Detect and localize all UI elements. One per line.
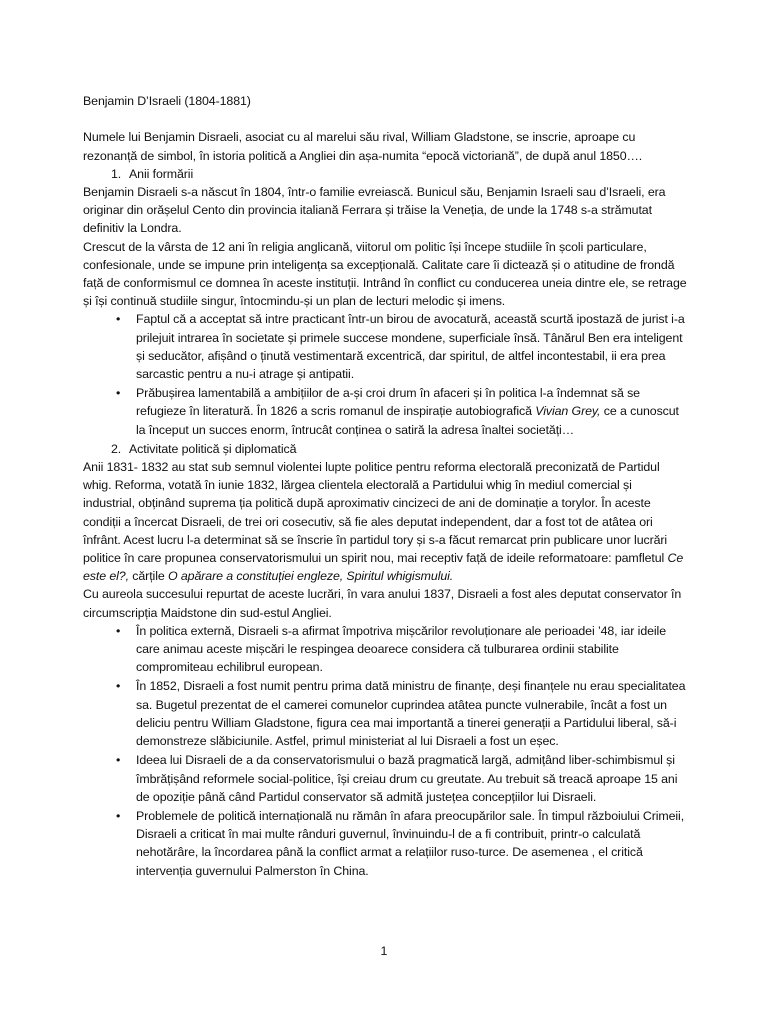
- section2-paragraph-1: [83, 458, 687, 585]
- intro-paragraph: Numele lui Benjamin Disraeli, asociat cu al marelui său rival, William Gladstone, se inscrie, aproape cu rezonanță de simbol, în istoria politică a Angliei din așa-numita “epocă victoriană”, de după anul 1850….: [83, 130, 643, 163]
- section2-bullet-list: [83, 622, 687, 880]
- section-heading-1: [83, 165, 687, 183]
- bullet-icon: •: [116, 679, 121, 694]
- list-item-text: Problemele de politică internațională nu rămân în afara preocupărilor sale. În timpul războiului Crimeii, Disraeli a criticat în mai multe rânduri guvernul, învinuindu-l de a fi contribuit, printr-o calculată nehotărâre, la încordarea până la conflict armat a relațiilor ruso-turce. De asemenea , el critică intervenția guvernului Palmerston în China.: [136, 808, 685, 878]
- books-title-italic: O apărare a constituției engleze, Spiritul whigismului.: [168, 569, 454, 584]
- page-number: 1: [380, 944, 388, 958]
- document-title: Benjamin D’Israeli (1804-1881): [83, 94, 251, 108]
- pamphlet-title-italic: Ce este el?,: [83, 551, 684, 584]
- section1-bullet-list: [83, 310, 687, 438]
- list-item-text: Prăbușirea lamentabilă a ambițiilor de a-și croi drum în afaceri și în politica l-a îndemnat să se refugieze în literatură. În 1826 a scris romanul de inspirație autobiografică: [136, 386, 640, 419]
- section-heading-text: Anii formării: [129, 166, 194, 181]
- section1-paragraph-1: Benjamin Disraeli s-a născut în 1804, într-o familie evreiască. Bunicul său, Benjamin Israeli sau d’Israeli, era originar din orășelul Cento din provincia italiană Ferrara și trăise la Veneția, de unde la 1748 s-a strămutat definitiv la Londra.: [83, 185, 666, 236]
- bullet-icon: •: [116, 312, 121, 327]
- list-item-text: În 1852, Disraeli a fost numit pentru prima dată ministru de finanțe, deși finanțele nu erau specialitatea sa. Bugetul prezentat de el camerei comunelor cuprindea atâtea puncte vulnerabile, încât a fost un deliciu pentru William Gladstone, figura cea mai importantă a tinerei generații a Partidului liberal, să-i demonstreze slăbiciunile. Astfel, primul ministeriat al lui Disraeli a fost un eșec.: [136, 679, 686, 749]
- list-item-text: ce a cunoscut la început un succes enorm, întrucât conținea o satiră la adresa înaltei societăți…: [136, 404, 679, 437]
- section-number: 2.: [111, 441, 122, 456]
- section-heading-2: [83, 440, 687, 458]
- list-item: [83, 622, 687, 677]
- list-item: [83, 807, 687, 880]
- bullet-icon: •: [116, 753, 121, 768]
- list-item: [83, 310, 687, 383]
- list-item: [83, 751, 687, 806]
- bullet-icon: •: [116, 808, 121, 823]
- list-item-text: Faptul că a acceptat să intre practicant într-un birou de avocatură, această scurtă ipostază de jurist i-a prilejuit intrarea în societate și primele succese mondene, superficiale însă. Tânărul Ben era inteligent și seducător, afișând o ținută vestimentară excentrică, dar spiritul, de altfel incontestabil, ii era prea sarcastic pentru a nu-i atrage și antipatii.: [136, 312, 685, 382]
- document-page: [83, 92, 687, 881]
- list-item-text: În politica externă, Disraeli s-a afirmat împotriva mișcărilor revoluționare ale perioadei ’48, iar ideile care animau aceste mișcări le respingea deoarece considera că tulburarea ordinii stabilite compromiteau echilibrul european.: [136, 623, 667, 675]
- section2-paragraph-2: Cu aureola succesului repurtat de aceste lucrări, în vara anului 1837, Disraeli a fost ales deputat conservator în circumscripția Maidstone din sud-estul Angliei.: [83, 587, 682, 620]
- list-item: [83, 384, 687, 439]
- section1-paragraph-2: Crescut de la vârsta de 12 ani în religia anglicană, viitorul om politic își începe studiile în școli particulare, confesionale, unde se impune prin inteligența sa excepțională. Calitate care îi dictează și o atitudine de frondă față de conformismul ce domnea în aceste instituții. Intrând în conflict cu conducerea uneia dintre ele, se retrage și își continuă studiile singur, întocmindu-și un plan de lecturi melodic și imens.: [83, 239, 687, 309]
- section-number: 1.: [111, 166, 122, 181]
- bullet-icon: •: [116, 386, 121, 401]
- book-title-italic: Vivian Grey,: [535, 404, 601, 419]
- paragraph-text: cărțile: [128, 569, 168, 584]
- section-heading-text: Activitate politică și diplomatică: [129, 441, 297, 456]
- bullet-icon: •: [116, 623, 121, 638]
- list-item-text: Ideea lui Disraeli de a da conservatorismului o bază pragmatică largă, admițând liber-schimbismul și îmbrățișând reformele social-politice, își creiau drum cu greutate. Au trebuit să treacă aproape 15 ani de opoziție până când Partidul conservator să admită justețea concepțiilor lui Disraeli.: [136, 753, 678, 804]
- list-item: [83, 677, 687, 750]
- paragraph-text: Anii 1831- 1832 au stat sub semnul violentei lupte politice pentru reforma electorală preconizată de Partidul whig. Reforma, votată în iunie 1832, lărgea clientela electorală a Partidului whig în mediul comercial și industrial, obținând suprema ția politică după aproximativ cincizeci de ani de dominație a torylor. În aceste condiții a încercat Disraeli, de trei ori cosecutiv, să fie ales deputat independent, dar a fost tot de atâtea ori înfrânt. Acest lucru l-a determinat să se înscrie în partidul tory și s-a făcut remarcat prin publicare unor lucrări politice în care propunea conservatorismului un spirit nou, mai receptiv față de ideile reformatoare: pamfletul: [83, 460, 668, 566]
